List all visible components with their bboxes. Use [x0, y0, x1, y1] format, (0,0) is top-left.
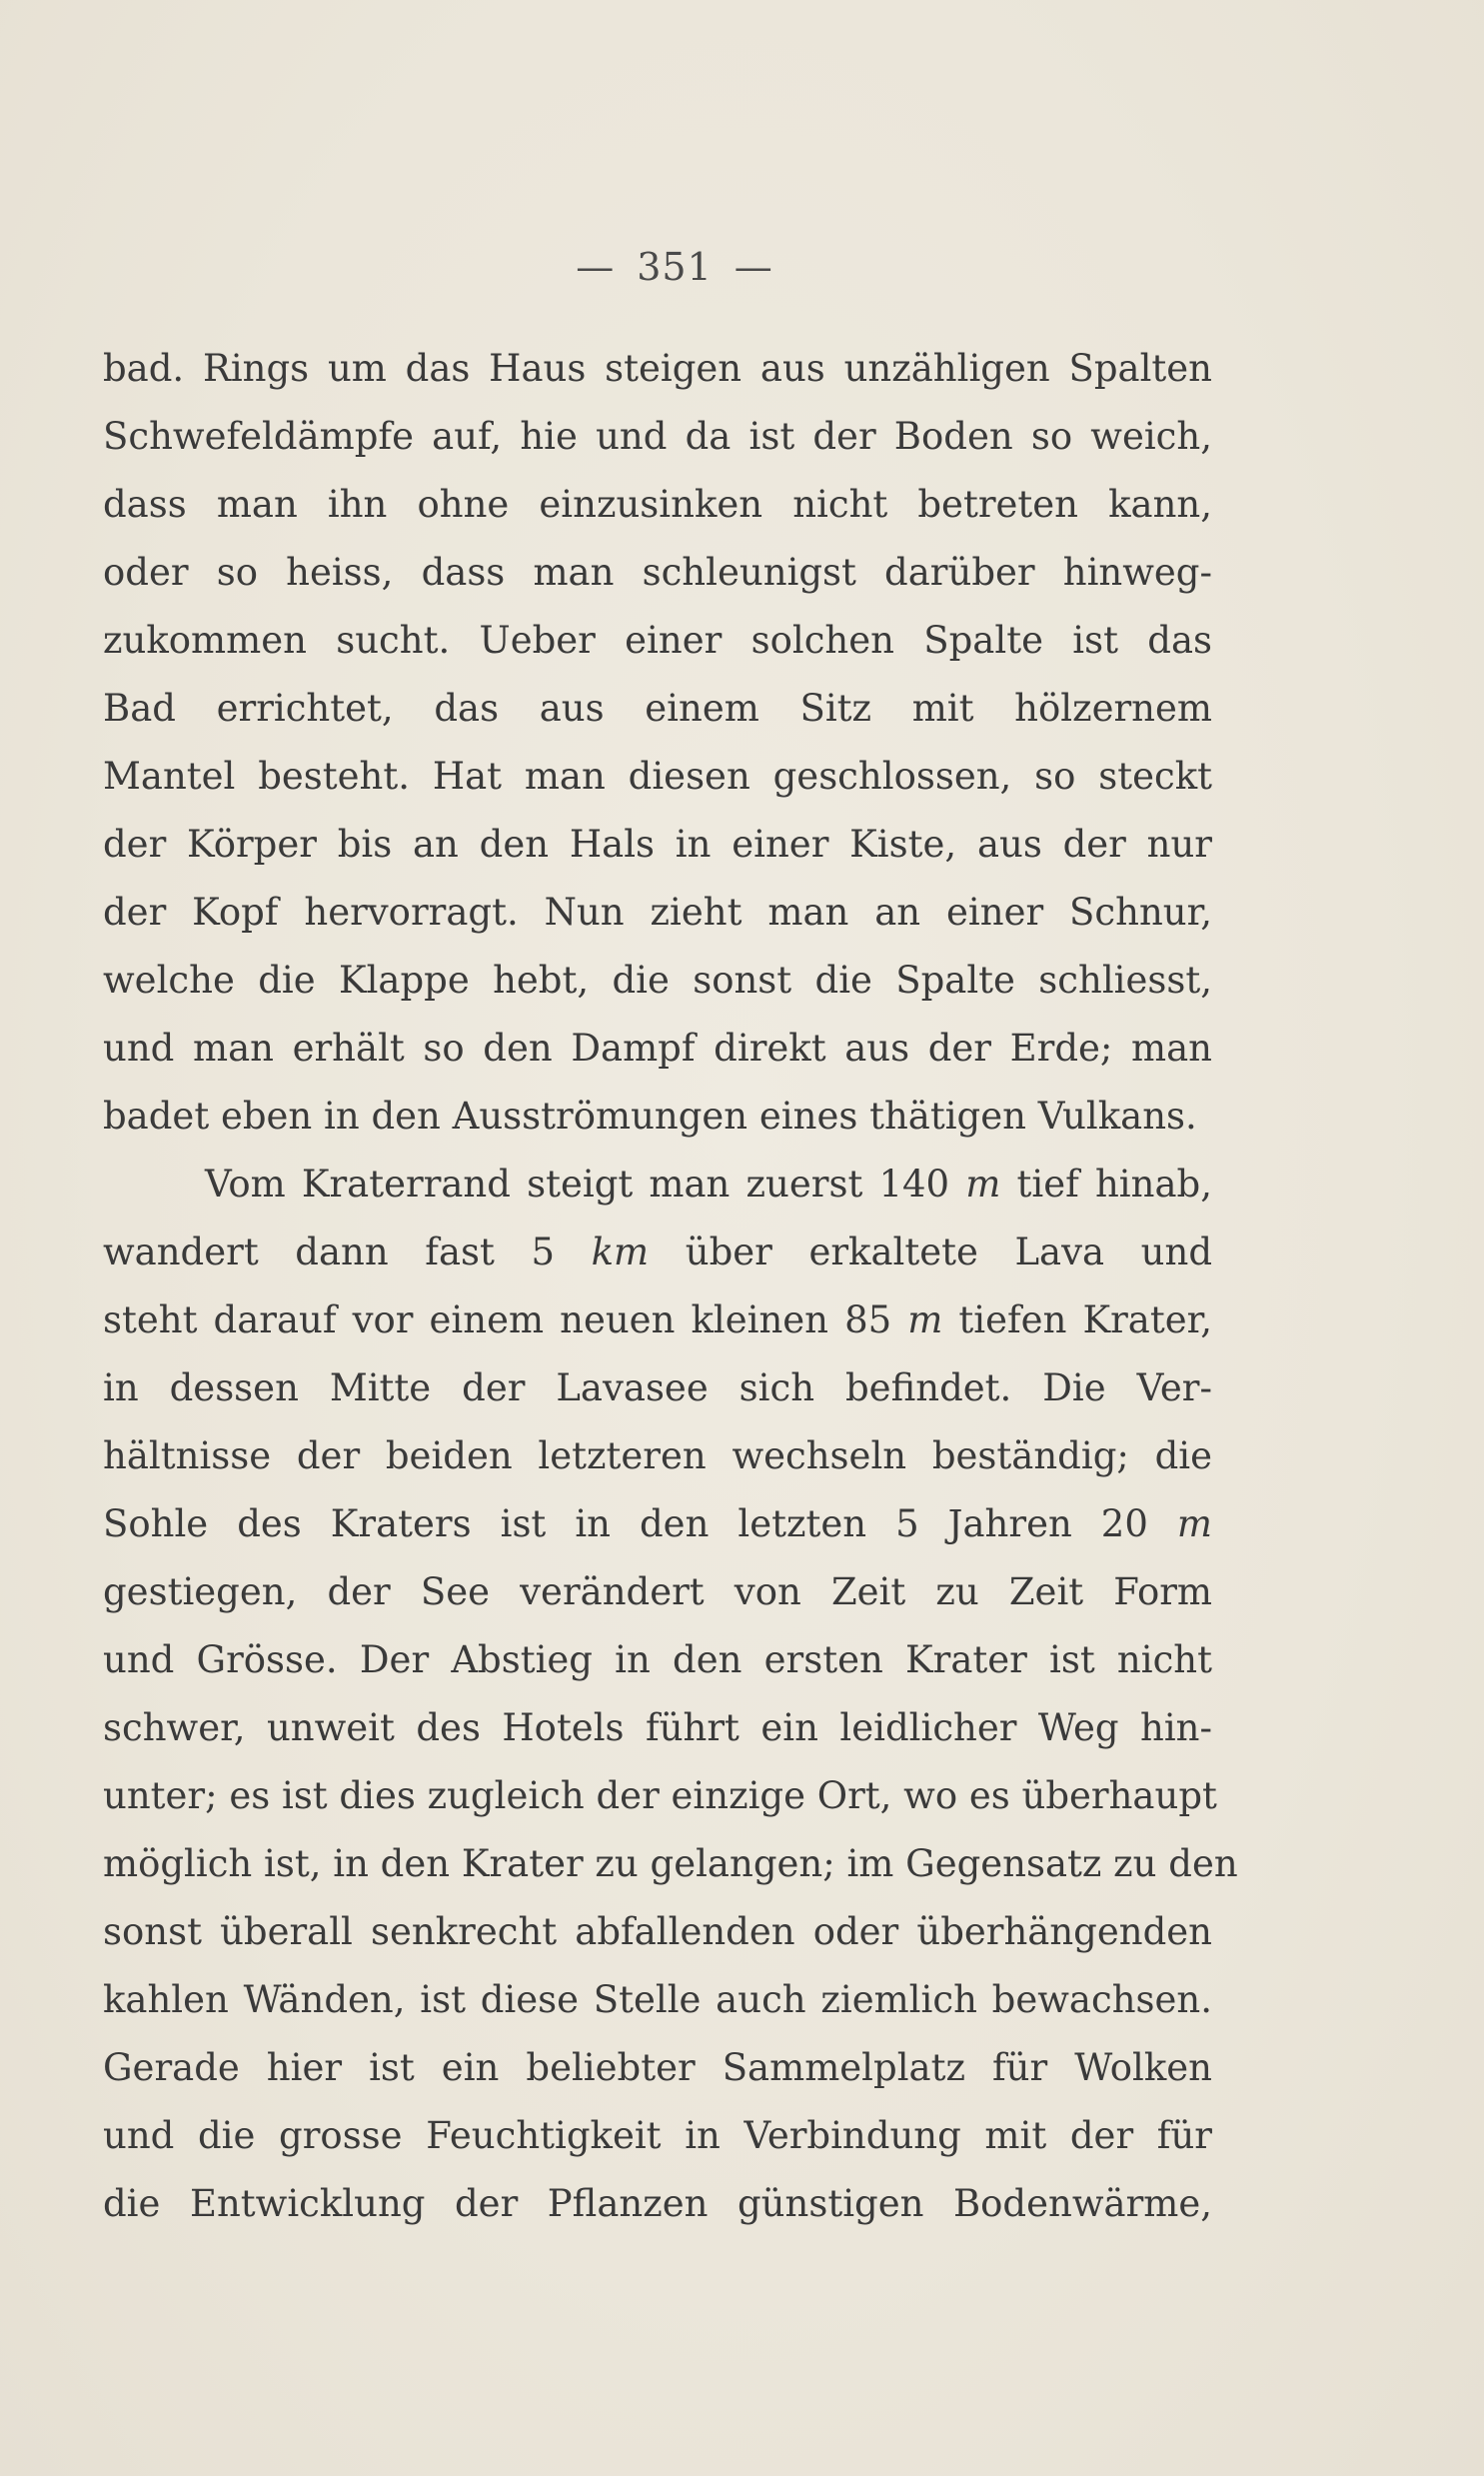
text-line: [103, 1286, 1212, 1354]
text-line: und die grosse Feuchtigkeit in Verbindung mit der für: [103, 2114, 1212, 2157]
page-number-left-dash: —: [576, 245, 616, 289]
text-segment: über erkaltete Lava und: [649, 1231, 1212, 1273]
page-number-right-dash: —: [734, 245, 773, 289]
text-line: möglich ist, in den Krater zu gelangen; im Gegensatz zu den: [103, 1842, 1238, 1885]
paragraph-end-line: badet eben in den Ausströmungen eines thätigen Vulkans.: [103, 1095, 1197, 1138]
text-line: Bad errichtet, das aus einem Sitz mit hölzernem: [103, 687, 1212, 730]
text-line: [103, 1219, 1212, 1286]
text-segment: tiefen Krater,: [942, 1298, 1212, 1341]
text-line: unter; es ist dies zugleich der einzige Ort, wo es überhaupt: [103, 1774, 1217, 1817]
text-line: dass man ihn ohne einzusinken nicht betreten kann,: [103, 483, 1212, 526]
unit-italic: km: [591, 1231, 650, 1273]
text-line: die Entwicklung der Pflanzen günstigen Bodenwärme,: [103, 2182, 1212, 2225]
text-segment: wandert dann fast 5: [103, 1231, 592, 1273]
unit-italic: m: [1176, 1502, 1212, 1545]
text-line: der Körper bis an den Hals in einer Kiste, aus der nur: [103, 823, 1212, 866]
text-line: zukommen sucht. Ueber einer solchen Spalte ist das: [103, 619, 1212, 662]
text-line: in dessen Mitte der Lavasee sich befindet. Die Ver-: [103, 1366, 1212, 1409]
text-line: Mantel besteht. Hat man diesen geschlossen, so steckt: [103, 755, 1212, 798]
text-line: Gerade hier ist ein beliebter Sammelplatz für Wolken: [103, 2046, 1212, 2089]
text-line: oder so heiss, dass man schleunigst darüber hinweg-: [103, 551, 1212, 594]
body-text: [103, 335, 1238, 2238]
text-line: sonst überall senkrecht abfallenden oder überhängenden: [103, 1910, 1212, 1953]
text-segment: Sohle des Kraters ist in den letzten 5 Jahren 20: [103, 1502, 1177, 1545]
text-line: der Kopf hervorragt. Nun zieht man an einer Schnur,: [103, 891, 1212, 934]
text-line: bad. Rings um das Haus steigen aus unzähligen Spalten: [103, 347, 1212, 390]
page-number: [0, 245, 1349, 289]
text-segment: tief hinab,: [1000, 1163, 1212, 1206]
text-line: welche die Klappe hebt, die sonst die Spalte schliesst,: [103, 959, 1212, 1002]
text-line: Schwefeldämpfe auf, hie und da ist der Boden so weich,: [103, 415, 1212, 458]
text-line: und Grösse. Der Abstieg in den ersten Krater ist nicht: [103, 1638, 1212, 1681]
page-number-value: 351: [637, 245, 713, 289]
text-line: [103, 1490, 1212, 1558]
paragraph-start-line: [103, 1151, 1212, 1219]
unit-italic: m: [965, 1163, 1001, 1206]
text-line: gestiegen, der See verändert von Zeit zu Zeit Form: [103, 1570, 1212, 1613]
text-line: hältnisse der beiden letzteren wechseln beständig; die: [103, 1434, 1212, 1477]
text-segment: steht darauf vor einem neuen kleinen 85: [103, 1298, 908, 1341]
text-line: schwer, unweit des Hotels führt ein leidlicher Weg hin-: [103, 1706, 1212, 1749]
text-line: kahlen Wänden, ist diese Stelle auch ziemlich bewachsen.: [103, 1978, 1212, 2021]
text-line: und man erhält so den Dampf direkt aus der Erde; man: [103, 1027, 1212, 1070]
text-segment: Vom Kraterrand steigt man zuerst 140: [205, 1163, 966, 1206]
unit-italic: m: [907, 1298, 943, 1341]
